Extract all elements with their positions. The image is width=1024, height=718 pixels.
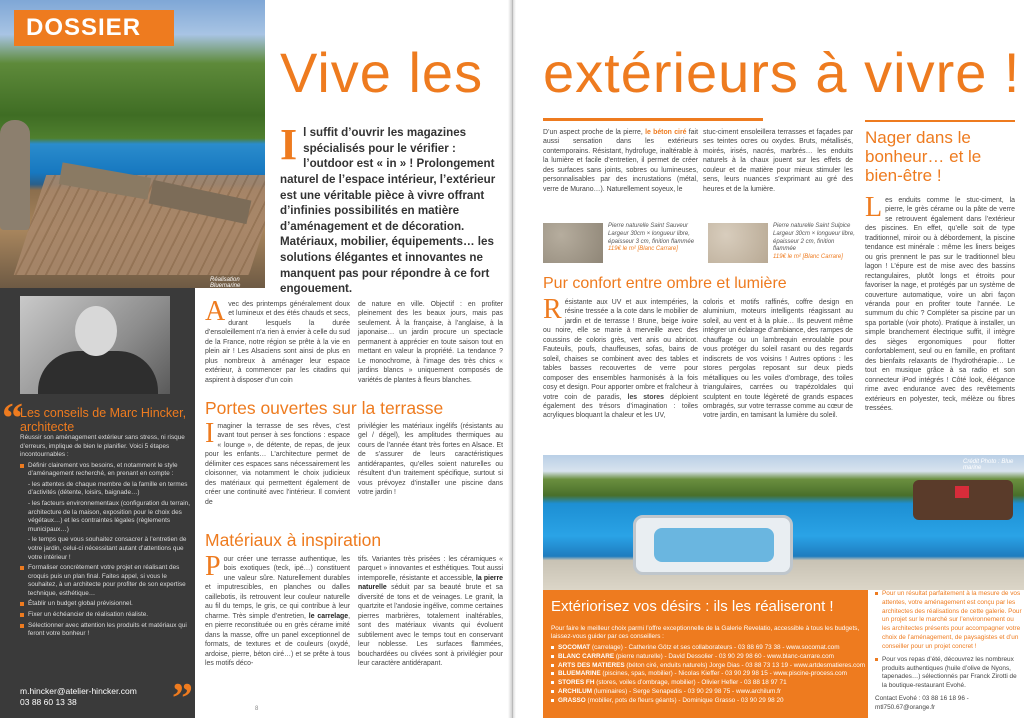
body-text: vec des printemps généralement doux et lumineux et des étés chauds et secs, durant lesquels la durée d’ensoleillement n’a rien à envier à celle du sud de la France, notre région se prête à la vie en plein air ! Les Alsaciens sont ainsi de plus en plus nombreux à aménager leur espace extérieur, à commencer par les citadins qui aspirent à disposer d’un coin	[205, 301, 350, 384]
step-1-sub: - les attentes de chaque membre de la famille en termes d’activités (détente, loisirs, baignade…)	[28, 480, 188, 497]
architect-portrait	[20, 296, 170, 394]
terrasse-column-2: privilégier les matériaux ingélifs (résistants au gel / dégel), les amplitudes thermiques au cours de l’année étant très fortes en Alsace. Et de s’assurer de leurs caractéristiques antidérapantes, qu’elles soient naturelles ou résultent d’un traitement spécifique, surtout si vous prévoyez d’installer une piscine dans votre jardin !	[358, 423, 503, 497]
intro-dropcap: I	[280, 120, 298, 169]
step-1-sub: - le temps que vous souhaitez consacrer à l’entretien de votre jardin, celui-ci nécessitant autant d’attentions que votre intérieur !	[28, 536, 187, 561]
open-quote-icon: “	[2, 396, 23, 442]
body-column-1	[205, 296, 350, 385]
materiaux-bold: la pierre naturelle	[358, 574, 503, 592]
nager-text: es enduits comme le stuc-ciment, la pierre, le grès cérame ou la pâte de verre se retrouvent également dans l’extérieur des piscines. En effet, qu’elle soit de type traditionnel, miroir ou à débordement, la piscine tendance est minérale : même les liners beiges ou gris prennent le pas sur le traditionnel bleu lagon ! L’épure est de mise avec des bassins rectangulaires, plutôt longs et étroits pour favoriser la nage, et protégés par un système de couverture automatique, voire un abri façon véranda pour en profiter toute l’année. Le summum du chic ? Compléter sa piscine par un spa portable (voir photo). Pratique à installer, un simple branchement électrique suffit, il intègre des sièges ergonomiques pour flotter confortablement, seul ou en famille, en profitant des bienfaits relaxants de l’hydrothérapie… Le tout en musique grâce à sa radio et son connecteur iPod intégrés ! Côté look, élégance rime avec endurance avec des revêtements extérieurs en polyester, teck, mélèze ou fibres tressées.	[865, 197, 1015, 412]
evohe-contact[interactable]: Contact Evohé : 03 88 16 18 96 - mtl750.67@orange.fr	[875, 695, 969, 711]
terrasse-text: maginer la terrasse de ses rêves, c’est avant tout penser à ses fonctions : espace « lounge », de détente, de repas, de jeux pour les enfants… L’architecture permet de délimiter ces espaces sans nécessairement les cloisonner, via notamment le choix judicieux des matériaux qui permettent également de créer une continuité avec l’intérieur. Il convient de	[205, 423, 350, 506]
step-2: Formaliser concrètement votre projet en réalisant des croquis puis un plan final. Faites appel, si vous le souhaitez, à un architecte pour profiter de son expertise technique, esthétique…	[20, 564, 192, 598]
architect-email[interactable]: m.hincker@atelier-hincker.com	[20, 686, 137, 696]
architect-phone: 03 88 60 13 38	[20, 697, 77, 708]
advisor-item	[551, 653, 866, 662]
advisor-name: STORES FH	[558, 679, 595, 687]
intro-text: l suffit d’ouvrir les magazines spécialisés pour le vérifier : l’outdoor est « in » ! Prolongement naturel de l’espace intérieur, l’extérieur est une véritable pièce à vivre offrant d’infinies possibilités en matière d’aménagement et de décoration. Matériaux, mobilier, équipements… les solutions élégantes et innovantes ne manquent pas pour répondre à ce fort engouement.	[280, 126, 496, 296]
close-quote-icon: ”	[172, 676, 193, 718]
advisor-item	[551, 644, 866, 653]
stone-caption	[608, 223, 703, 254]
advisor-desc: (luminaires) - Serge Senapedis - 03 90 29 98 75 - www.archilum.fr	[592, 688, 782, 696]
section-heading-materiaux: Matériaux à inspiration	[205, 530, 382, 550]
stone-price: 119€ le m² [Blanc Carrare]	[773, 254, 843, 261]
intro-paragraph	[280, 120, 505, 297]
sidebar-title: Les conseils de Marc Hincker, architecte	[20, 406, 187, 435]
nager-dropcap: L	[865, 192, 883, 223]
confort-column-2: coloris et motifs raffinés, coffre design en aluminium, moteurs intelligents réagissant au soleil, au vent et à la pluie… Ils peuvent même intégrer un éclairage d’ambiance, des rampes de chauffage ou un lambrequin enroulable pour vous protéger du soleil rasant ou des regards indiscrets de vos voisins ! Autres options : les stores pergolas reposant sur deux pieds métalliques ou les voiles d’ombrage, des toiles triangulaires, carrées ou trapézoïdales qui sculptent en toute légèreté de grands espaces ombragés, sur votre terrasse comme au cœur de votre jardin, en tamisant la lumière du soleil.	[703, 299, 853, 420]
advice-sidebar	[0, 288, 195, 718]
headline-part1: Vive les	[280, 41, 484, 104]
materiaux-column-1	[205, 551, 350, 668]
sidebar-intro: Réussir son aménagement extérieur sans stress, ni risque d’erreurs, implique de bien le planifier. Voici 5 étapes incontournables :	[20, 434, 185, 459]
beton-bold: le béton ciré	[645, 129, 687, 136]
advisor-name: ARCHILUM	[558, 688, 593, 696]
materiaux-column-2	[358, 555, 503, 668]
promo-paragraph: Pour un résultat parfaitement à la mesure de vos attentes, votre aménagement est conçu par les architectes des réalisations de cette galerie. Pour un projet sur le marché sur l’environnement ou les architectes présents pour accompagner votre choix de l’aménagement, de paysagistes et d’un conseiller pour un projet concret !	[875, 590, 1023, 652]
advisor-desc: (carrelage) - Catherine Götz et ses collaborateurs - 03 88 69 73 38 - www.socomat.com	[590, 644, 840, 651]
materiaux-bold: le carrelage	[308, 612, 349, 620]
advisor-item	[551, 679, 866, 688]
section-heading-confort: Pur confort entre ombre et lumière	[543, 275, 787, 292]
advisors-box	[543, 590, 868, 718]
advisor-item	[551, 662, 866, 671]
hot-tub	[633, 515, 793, 575]
terrasse-dropcap: I	[205, 418, 215, 449]
materiaux-dropcap: P	[205, 551, 221, 582]
confort-text: déploient également des trésors d’imagination : toiles acryliques bloquant la chaleur et les UV,	[543, 393, 698, 420]
stone-sample-saint-sulpice	[708, 223, 768, 263]
headline-part2: extérieurs à vivre !	[543, 41, 1021, 104]
beton-text: D’un aspect proche de la pierre,	[543, 129, 646, 136]
portrait-shoulders	[38, 351, 158, 394]
materiaux-text: tifs. Variantes très prisées : les céramiques « parquet » innovantes et esthétiques. Tout aussi intemporelle, résistante et accessible,	[358, 556, 503, 582]
portrait-head	[75, 306, 117, 356]
stone-caption-text: Pierre naturelle Saint Sauveur Largeur 30cm × longueur libre, épaisseur 3 cm, finition flammée	[608, 223, 695, 245]
advisor-desc: (pierre naturelle) - David Dessolier - 03 90 29 98 60 - www.blanc-carrare.com	[614, 652, 834, 660]
advisor-desc: (béton ciré, enduits naturels) Jorge Dias - 03 88 73 13 19 - www.artdesmatieres.com	[624, 661, 866, 669]
step-5: Sélectionner avec attention les produits et matériaux qui feront votre bonheur !	[20, 622, 192, 639]
advisor-name: GRASSO	[558, 696, 586, 704]
confort-column-1	[543, 294, 698, 421]
advisor-name: SOCOMAT	[558, 644, 591, 651]
page-spine	[508, 0, 516, 718]
architect-contact	[20, 686, 137, 708]
advisors-list	[551, 644, 866, 706]
beton-text: fait aussi sensation dans les extérieurs contemporains. Résistant, hydrofuge, inaltérable à la lumière et facile d’entretien, il permet de créer des surfaces sans joints, sobres ou lumineuses, personnalisables par des incrustations (métal, verre de Murano…). Naturellement soyeux, le	[543, 129, 699, 193]
stone-price: 119€ le m² [Blanc Carrare]	[608, 246, 678, 253]
materiaux-text: séduit par sa beauté brute et sa diversité de tons et de veinages. Le granit, la quartzite et l’andosie ingélive, comme certaines pierres marbrières, totalement inaltérables, sont des matériaux vivants qui évoluent subtilement avec le temps tout en conservant leur noblesse. Les surfaces flammées, bouchardées ou clivées sont à privilégier pour leur caractère antidérapant.	[358, 584, 503, 667]
advisors-heading: Extériorisez vos désirs : ils les réaliseront !	[551, 598, 834, 615]
advisor-name: BLANC CARRARE	[558, 652, 615, 660]
advisor-item	[551, 688, 866, 697]
stuc-column: stuc-ciment ensoleillera terrasses et façades par ses teintes ocres ou oxydes. Bruts, métallisés, moirés, irisés, nacrés, marbrés… les enduits naturels à la chaux jouent sur les effets de couleur et de matière pour mieux stimuler les sens, leurs nuances s’exprimant au gré des heures et de la lumière.	[703, 129, 853, 193]
nager-column	[865, 192, 1015, 413]
step-3: Établir un budget global prévisionnel.	[20, 600, 192, 609]
photo-credit: Crédit Photo : Blue marine	[963, 459, 1014, 471]
promo-notes	[875, 590, 1023, 717]
page-number: 8	[255, 706, 259, 712]
advisor-name: ARTS DES MATIÈRES	[558, 661, 625, 669]
body-dropcap: A	[205, 296, 226, 327]
advisor-desc: (piscines, spas, mobilier) - Nicolas Kieffer - 03 90 29 98 15 - www.piscine-process.com	[600, 670, 847, 678]
advisor-desc: (stores, voiles d’ombrage, mobilier) - Olivier Hefler - 03 88 18 97 71	[594, 679, 787, 687]
promo-paragraph: Pour vos repas d’été, découvrez les nombreux produits authentiques (huile d’olive de Nyons, tapenades…) sélectionnés par Franck Zirotti de la boutique-restaurant Evohé.	[875, 656, 1023, 691]
orange-rule	[865, 120, 1015, 122]
section-heading-terrasse: Portes ouvertes sur la terrasse	[205, 398, 444, 418]
stone-caption-text: Pierre naturelle Saint Sulpice Largeur 30cm × longueur libre, épaisseur 2 cm, finition flammée	[773, 223, 855, 253]
photo-credit: Réalisation Bluemarine	[210, 277, 241, 288]
advisor-desc: (mobilier, pots de fleurs géants) - Dominique Grasso - 03 90 29 98 20	[585, 696, 784, 704]
right-page	[512, 0, 1024, 718]
confort-text: ésistante aux UV et aux intempéries, la résine tressée a la cote dans le mobilier de jardin et de terrasse ! Brune, beige ivoire ou noire, elle se marie à merveille avec des coussins de coloris grès, vert anis ou abricot. Fauteuils, poufs, chauffeuses, sofas, bains de soleil, chaises se combinent avec des tables et tables basses recouvertes de verre pour composer des ensembles harmonisés à la fois cosy et design. Pour apporter ombre et fraîcheur à votre coin de paradis,	[543, 299, 698, 401]
section-heading-nager: Nager dans le bonheur… et le bien-être !	[865, 128, 982, 186]
sidebar-body	[20, 434, 192, 641]
advisor-item	[551, 670, 866, 679]
body-column-2: de nature en ville. Objectif : en profiter pleinement des les beaux jours, mais pas seulement. À la française, à l’anglaise, à la japonaise… un jardin procure un spectacle permanent à apprécier en toute saison tout en mettant en valeur la propriété. La tendance ? Le monochrome, à l’image des très chics « jardins blancs » uniquement composés de variétés de plantes à fleurs blanches.	[358, 301, 503, 384]
beton-column	[543, 128, 698, 194]
step-4: Fixer un échéancier de réalisation réaliste.	[20, 611, 192, 620]
stone-caption	[773, 223, 858, 262]
materiaux-text: our créer une terrasse authentique, les bois exotiques (teck, ipé…) constituent une valeur sûre. Naturellement durables et imputrescibles, en planches ou dalles caillebotis, ils retrouvent leur couleur naturelle au fil du temps, le gris, ce qui contribue à leur charme. Très simple d’entretien,	[205, 556, 350, 620]
spa-photo	[543, 455, 1024, 590]
step-1: Définir clairement vos besoins, et notamment le style d’aménagement recherché, en prenant en compte :	[20, 462, 192, 479]
materiaux-text: , en pierre reconstituée ou en grès cérame imité dans la masse, offre un panel exceptionnel de formats, de textures et de couleurs (oxydé, ardoise, pierre, béton ciré…) et se prête à tous les motifs déco-	[205, 612, 350, 667]
statue-shape	[0, 120, 30, 230]
section-tag: DOSSIER	[14, 10, 174, 46]
advisor-name: BLUEMARINE	[558, 670, 601, 678]
advisors-intro: Pour faire le meilleur choix parmi l’offre exceptionnelle de la Galerie Revelatio, accessible à tous les budgets, laissez-vous guider par ces conseillers :	[551, 625, 860, 641]
stone-sample-saint-sauveur	[543, 223, 603, 263]
confort-bold: les stores	[627, 393, 664, 401]
outdoor-sofa	[913, 480, 1013, 520]
advisor-item	[551, 697, 866, 706]
terrasse-column-1	[205, 418, 350, 507]
orange-rule	[543, 118, 763, 121]
confort-dropcap: R	[543, 294, 562, 325]
step-1-sub: - les facteurs environnementaux (configuration du terrain, architecture de la maison, exposition pour le choix des végétaux…) et les contraintes légales (règlements municipaux…)	[28, 500, 190, 533]
